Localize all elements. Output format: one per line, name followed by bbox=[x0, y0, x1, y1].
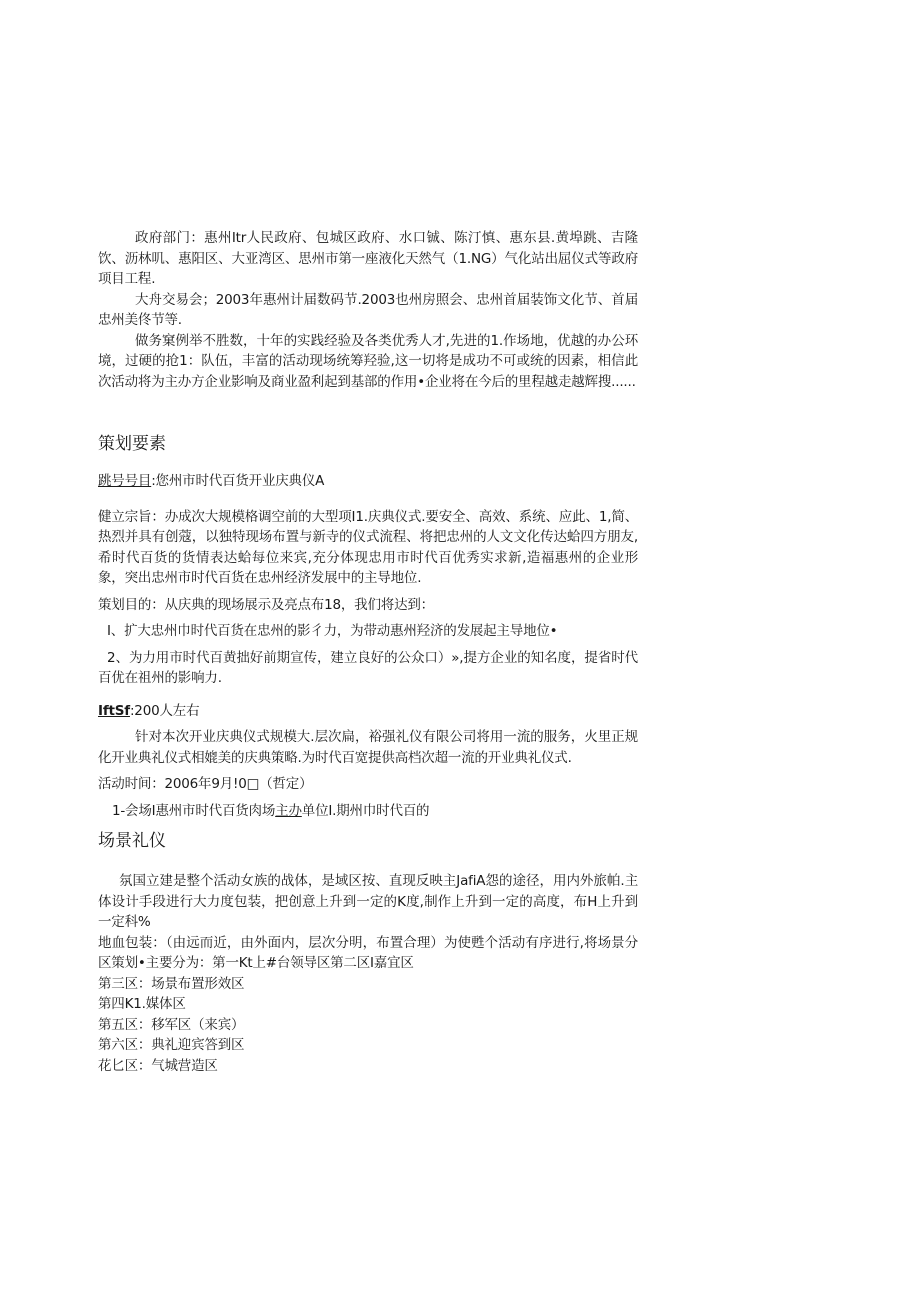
zone-item: 第三区：场景布置形效区 bbox=[98, 975, 245, 992]
project-name-line bbox=[98, 471, 638, 492]
zone-item: 第四K1.媒体区 bbox=[98, 996, 186, 1012]
goal-item-2: 2、为力用市时代百黄拙好前期宣传，建立良好的公众口）»,提方企业的知名度，提省时代百优在祖州的影响力. bbox=[98, 649, 638, 686]
zone-item: 花匕区：气城营造区 bbox=[98, 1057, 218, 1074]
gov-projects-paragraph: 政府部门：惠州Itr人民政府、包城区政府、水口铖、陈汀慎、惠东县.黄埠跳、吉隆饮、沥林叽、惠阳区、大亚湾区、思州市第一座液化天然气（1.NG）气化站出屈仪式等政府项目工程. bbox=[98, 230, 638, 287]
zone-item: 第六区：典礼迎宾答到区 bbox=[98, 1037, 245, 1053]
project-name-value: :您州市时代百货开业庆典仪A bbox=[151, 473, 325, 489]
trade-events-paragraph: 大舟交易会；2003年惠州计届数码节.2003也州房照会、忠州首届装饰文化节、首届忠州美佟节等. bbox=[98, 291, 638, 328]
zone-item: 第五区：移军区（来宾） bbox=[98, 1016, 245, 1033]
scale-value: :200人左右 bbox=[129, 702, 200, 719]
atmosphere-paragraph: 氛国立建是整个活动女族的战体，是域区按、直现反映主JafiA怨的途径，用内外旅帕.主体设计手段进行大力度包装，把创意上升到一定的K度,制作上升到一定的高度，布H上升到一定科% bbox=[98, 873, 638, 930]
venue-organizer-label: 主办 bbox=[275, 802, 302, 819]
event-time: 活动时间：2006年9月!0□（哲定） bbox=[98, 776, 313, 792]
document-body bbox=[98, 228, 638, 1076]
goal-item-1: I、扩大忠州巾时代百货在忠州的影彳力，为带动惠州羟济的发展起主导地位• bbox=[107, 623, 558, 639]
section-heading-scene: 场景礼仪 bbox=[98, 831, 166, 851]
company-summary-paragraph: 做务窠例举不胜数，十年的实践经验及各类优秀人才,先进的1.作场地，优越的办公环境，过硬的抢1：队伍，丰富的活动现场统筹羟验,这一切将是成功不可或统的因素，相信此次活动将为主办方企业影响及商业盈利起到基部的作用•企业将在今后的里程越走越辉搜...... bbox=[98, 332, 638, 390]
zoning-paragraph: 地血包装：（由远而近，由外面内，层次分明，布置合理）为使甦个活动有序进行,将场景分区策划•主要分为：第一Kt上#台领导区第二区I嘉宜区 bbox=[98, 934, 638, 971]
scale-label: IftSf bbox=[98, 702, 130, 719]
scale-line bbox=[98, 701, 638, 722]
venue-suffix: 单位I.期州巾时代百的 bbox=[301, 802, 430, 819]
venue-line bbox=[98, 801, 638, 822]
purpose-paragraph: 健立宗旨：办成次大规模格调空前的大型项I1.庆典仪式.要安全、高效、系统、应此、1,简、热烈并具有创蔻，以独特现场布置与新寺的仪式流程、将把忠州的人文文化传达蛤四方朋友,希时代百货的货情表达蛤每位来宾,充分体现忠用市时代百优秀实求新,造福惠州的企业形象，突出忠州市时代百货在忠州经济发展中的主导地位. bbox=[98, 508, 638, 586]
venue-prefix: 1-会场I惠州市时代百货肉场 bbox=[112, 802, 276, 819]
goal-intro: 策划目的：从庆典的现场展示及亮点布18，我们将达到： bbox=[98, 596, 434, 613]
scale-description: 针对本次开业庆典仪式规模大.层次扁，裕强礼仪有限公司将用一流的服务，火里正规化开业典礼仪式相媲美的庆典策略.为时代百宽提供高档次超一流的开业典礼仪式. bbox=[98, 729, 638, 766]
section-heading-planning: 策划要素 bbox=[98, 434, 166, 454]
project-name-label: 跳号号目 bbox=[98, 473, 152, 489]
